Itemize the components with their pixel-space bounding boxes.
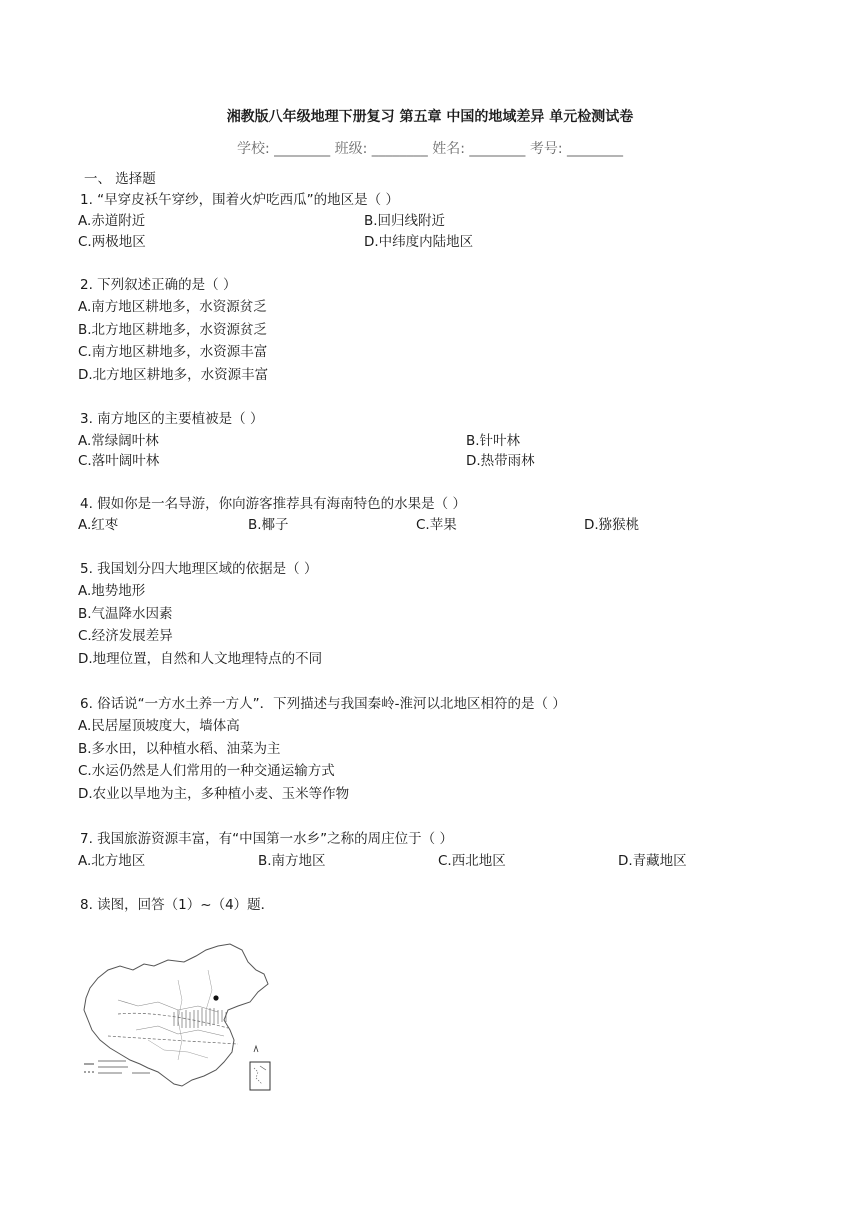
question-5-option-d: D.地理位置，自然和人文地理特点的不同 (78, 651, 323, 667)
question-5-option-a: A.地势地形 (78, 583, 146, 599)
question-6-option-c: C.水运仍然是人们常用的一种交通运输方式 (78, 763, 335, 779)
question-3-option-d: D.热带雨林 (466, 453, 535, 469)
question-2-option-b: B.北方地区耕地多，水资源贫乏 (78, 322, 268, 338)
question-3-option-b: B.针叶林 (466, 433, 521, 449)
question-5-stem: 5. 我国划分四大地理区域的依据是（ ） (80, 561, 318, 577)
question-7-option-b: B.南方地区 (258, 853, 326, 869)
question-1-option-a: A.赤道附近 (78, 213, 146, 229)
question-4-option-b: B.椰子 (248, 517, 289, 533)
document-title: 湘教版八年级地理下册复习 第五章 中国的地域差异 单元检测试卷 (226, 109, 634, 125)
question-6-stem: 6. 俗话说“一方水土养一方人”．下列描述与我国秦岭-淮河以北地区相符的是（ ） (80, 696, 566, 712)
question-5-option-c: C.经济发展差异 (78, 628, 173, 644)
capital-dot (213, 995, 218, 1000)
china-outline (84, 944, 268, 1086)
question-4-option-c: C.苹果 (416, 517, 457, 533)
question-3-stem: 3. 南方地区的主要植被是（ ） (80, 411, 264, 427)
question-6-option-b: B.多水田，以种植水稻、油菜为主 (78, 741, 281, 757)
question-2-option-c: C.南方地区耕地多，水资源丰富 (78, 344, 268, 360)
student-info-line: 学校: ________ 班级: ________ 姓名: ________ 考号: ________ (236, 141, 624, 157)
question-7-option-d: D.青藏地区 (618, 853, 687, 869)
question-2-option-a: A.南方地区耕地多，水资源贫乏 (78, 299, 267, 315)
question-1-option-b: B.回归线附近 (364, 213, 446, 229)
question-7-option-a: A.北方地区 (78, 853, 146, 869)
question-7-option-c: C.西北地区 (438, 853, 506, 869)
question-2-option-d: D.北方地区耕地多，水资源丰富 (78, 367, 269, 383)
question-8-stem: 8. 读图，回答（1）~（4）题． (80, 897, 275, 913)
question-1-stem: 1. “早穿皮袄午穿纱，围着火炉吃西瓜”的地区是（ ） (80, 192, 399, 208)
question-6-option-d: D.农业以旱地为主，多种植小麦、玉米等作物 (78, 786, 350, 802)
question-6-option-a: A.民居屋顶坡度大，墙体高 (78, 718, 240, 734)
question-4-stem: 4. 假如你是一名导游，你向游客推荐具有海南特色的水果是（ ） (80, 496, 466, 512)
question-4-option-d: D.猕猴桃 (584, 517, 640, 533)
question-1-option-c: C.两极地区 (78, 234, 146, 250)
question-3-option-c: C.落叶阔叶林 (78, 453, 160, 469)
section-heading: 一、 选择题 (84, 171, 156, 187)
question-2-stem: 2. 下列叙述正确的是（ ） (80, 277, 237, 293)
question-3-option-a: A.常绿阔叶林 (78, 433, 159, 449)
hatched-belt (174, 1008, 226, 1028)
question-7-stem: 7. 我国旅游资源丰富，有“中国第一水乡”之称的周庄位于（ ） (80, 831, 453, 847)
question-1-option-d: D.中纬度内陆地区 (364, 234, 474, 250)
question-4-option-a: A.红枣 (78, 517, 119, 533)
china-map-figure (78, 940, 274, 1094)
question-5-option-b: B.气温降水因素 (78, 606, 173, 622)
